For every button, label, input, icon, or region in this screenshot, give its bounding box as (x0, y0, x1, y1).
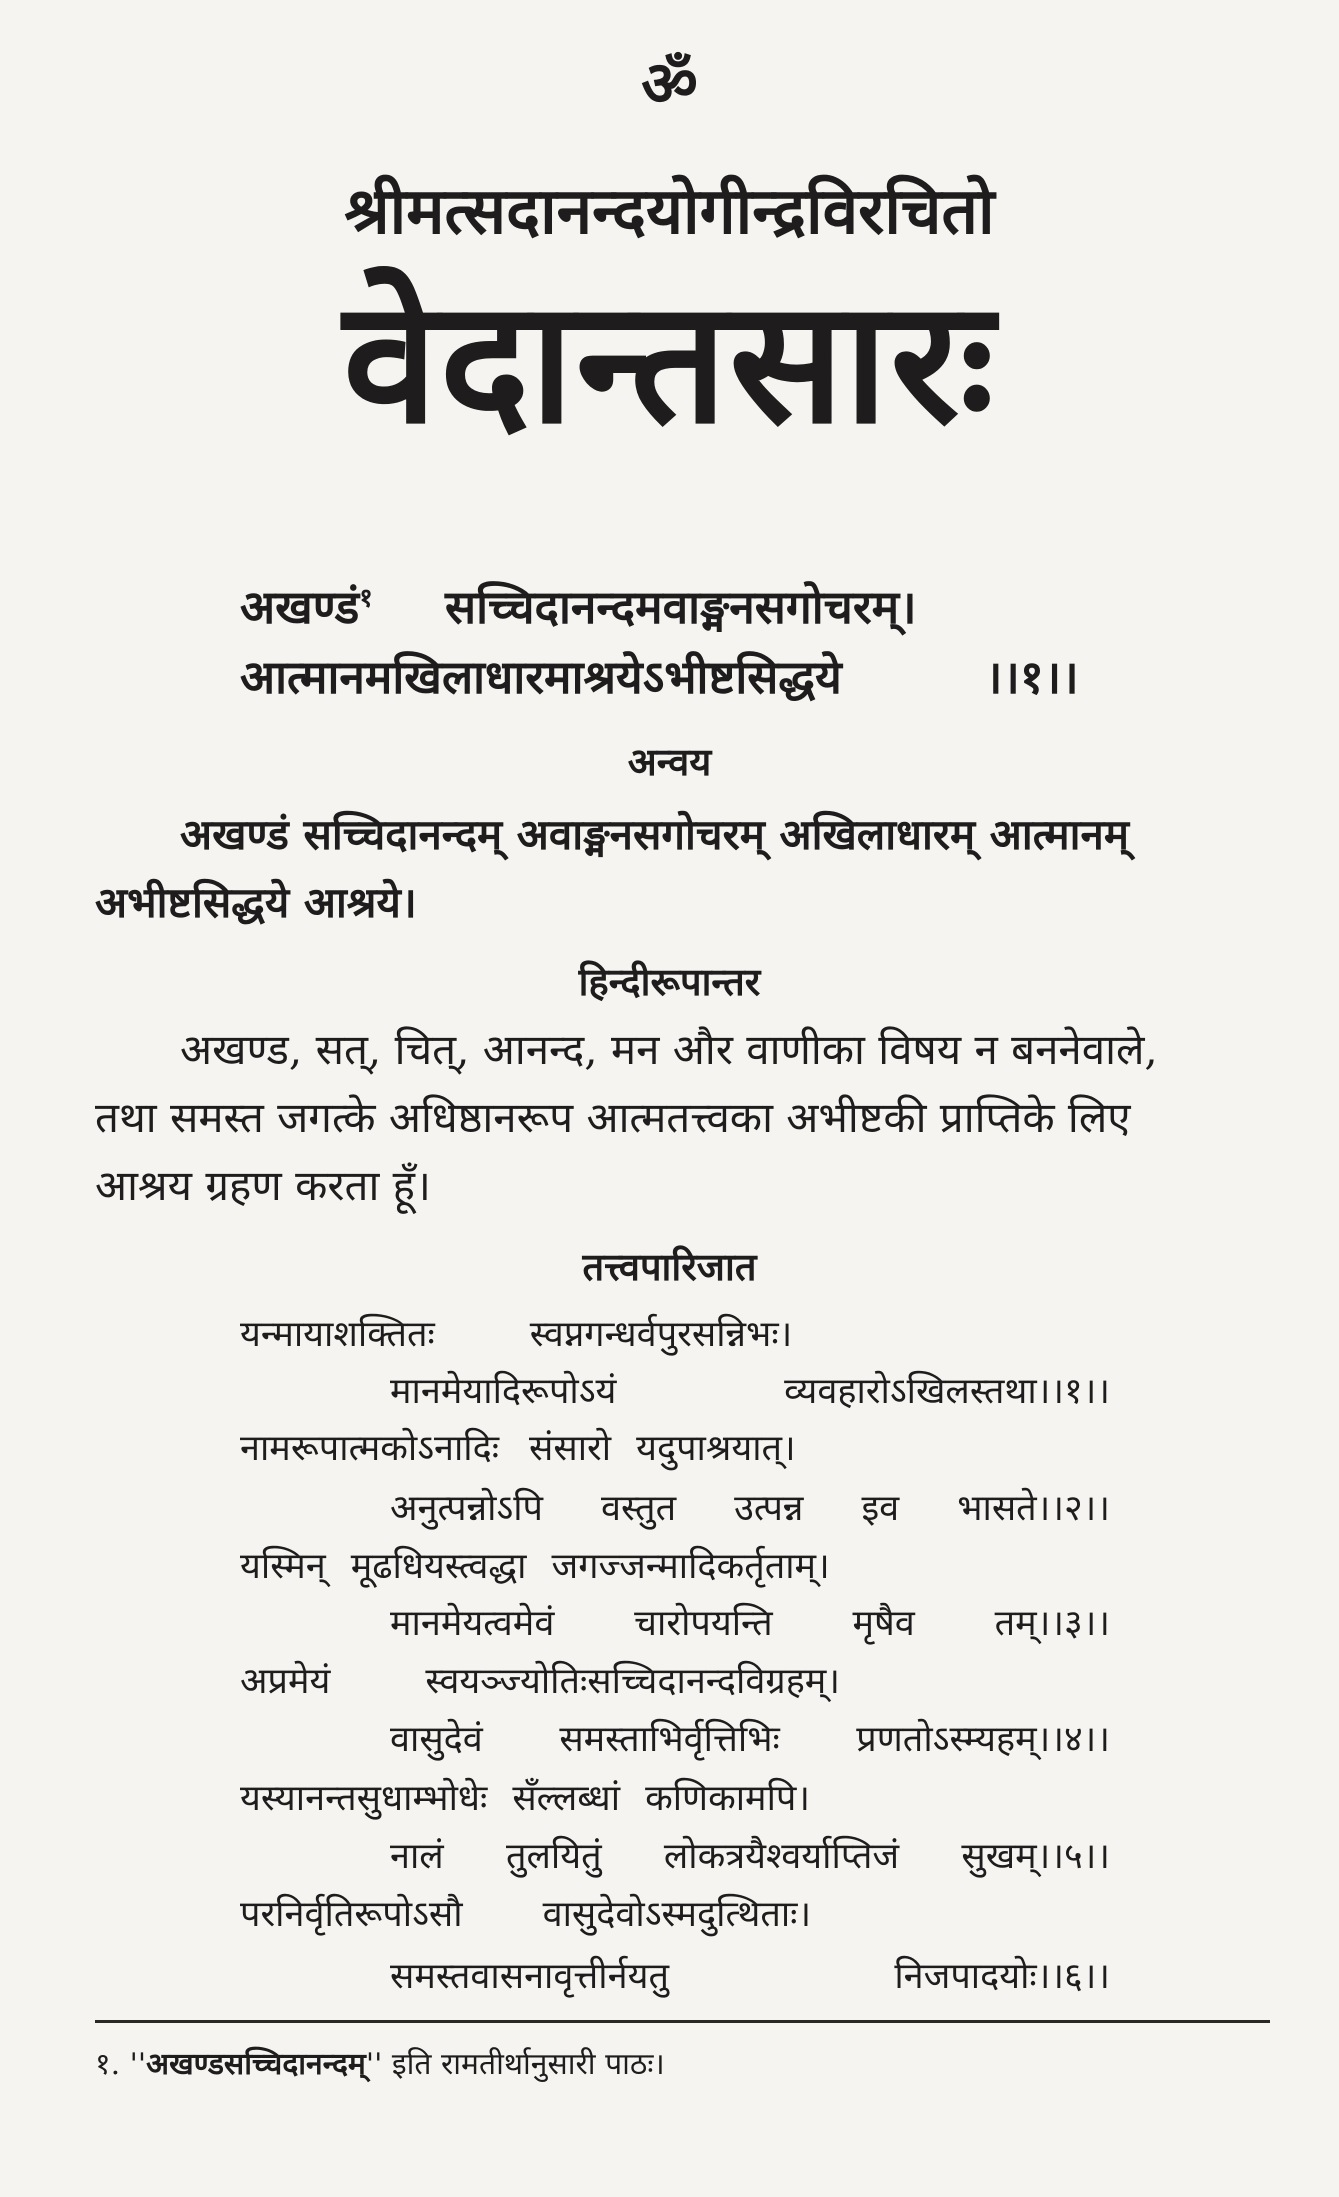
hindi-line-2: तथा समस्त जगत्के अधिष्ठानरूप आत्मतत्त्वका अभीष्टकी प्राप्तिके लिए (95, 1093, 1131, 1142)
parijata-line-10: नालं तुलयितुं लोकत्रयैश्वर्याप्तिजं सुखम्।।५।। (390, 1836, 1110, 1877)
hindi-heading: हिन्दीरूपान्तर (578, 959, 761, 1004)
hindi-line-3: आश्रय ग्रहण करता हूँ। (95, 1161, 431, 1210)
footnote-marker: १ (359, 583, 373, 614)
parijata-line-11: परनिर्वृतिरूपोऽसौ वासुदेवोऽस्मदुत्थिताः। (240, 1894, 812, 1935)
page-title: वेदान्तसारः (343, 262, 996, 462)
invocation-line-1b: सच्चिदानन्दमवाङ्मनसगोचरम्। (445, 580, 917, 634)
hindi-line-1: अखण्ड, सत्, चित्, आनन्द, मन और वाणीका विषय न बननेवाले, (180, 1025, 1158, 1074)
footnote: १. ''अखण्डसच्चिदानन्दम्'' इति रामतीर्थानुसारी पाठः। (95, 2047, 665, 2082)
parijata-line-3: नामरूपात्मकोऽनादिः संसारो यदुपाश्रयात्। (240, 1428, 796, 1469)
anvaya-line-1: अखण्डं सच्चिदानन्दम् अवाङ्मनसगोचरम् अखिलाधारम् आत्मानम् (180, 810, 1129, 859)
parijata-line-12: समस्तवासनावृत्तीर्नयतु निजपादयोः।।६।। (390, 1956, 1110, 1997)
parijata-heading: तत्त्वपारिजात (582, 1244, 757, 1289)
parijata-line-2: मानमेयादिरूपोऽयं व्यवहारोऽखिलस्तथा।।१।। (390, 1371, 1110, 1412)
parijata-line-5: यस्मिन् मूढधियस्त्वद्धा जगज्जन्मादिकर्तृताम्। (240, 1546, 830, 1587)
footnote-divider (95, 2020, 1270, 2023)
parijata-line-7: अप्रमेयं स्वयञ्ज्योतिःसच्चिदानन्दविग्रहम्। (240, 1661, 840, 1702)
parijata-line-8: वासुदेवं समस्ताभिर्वृत्तिभिः प्रणतोऽस्म्यहम्।।४।। (390, 1719, 1110, 1760)
parijata-line-9: यस्यानन्तसुधाम्भोधेः सँल्लब्धां कणिकामपि। (240, 1778, 810, 1819)
verse-number-1: ।।१।। (985, 650, 1079, 704)
author-line: श्रीमत्सदानन्दयोगीन्द्रविरचितो (344, 174, 995, 249)
anvaya-heading: अन्वय (627, 739, 712, 784)
parijata-line-4: अनुत्पन्नोऽपि वस्तुत उत्पन्न इव भासते।।२।। (390, 1488, 1110, 1529)
parijata-line-1: यन्मायाशक्तितः स्वप्नगन्धर्वपुरसन्निभः। (240, 1314, 793, 1355)
om-symbol: ॐ (641, 47, 698, 120)
parijata-line-6: मानमेयत्वमेवं चारोपयन्ति मृषैव तम्।।३।। (390, 1603, 1110, 1644)
invocation-line-2: आत्मानमखिलाधारमाश्रयेऽभीष्टसिद्धये (240, 650, 842, 704)
invocation-line-1a: अखण्डं$^१$ (240, 580, 373, 634)
anvaya-line-2: अभीष्टसिद्धये आश्रये। (95, 878, 417, 927)
